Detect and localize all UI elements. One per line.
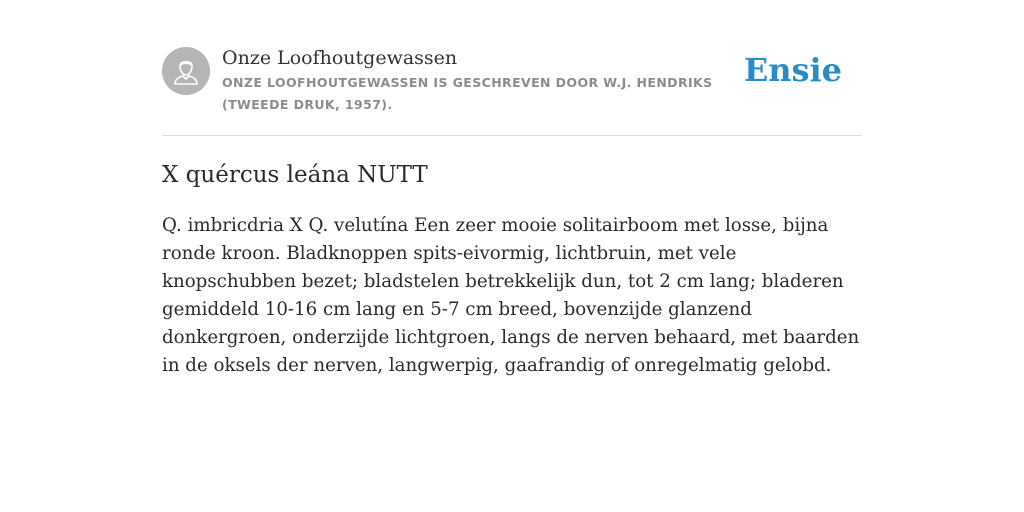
source-description: ONZE LOOFHOUTGEWASSEN IS GESCHREVEN DOOR W.J. HENDRIKS (TWEEDE DRUK, 1957). <box>222 75 713 112</box>
entry-body: Q. imbricdria X Q. velutína Een zeer mooie solitairboom met losse, bijna ronde kroon. Bladknoppen spits-eivormig, lichtbruin, met vele knopschubben bezet; bladstelen betrekkelijk dun, tot 2 cm lang; bladeren gemiddeld 10-16 cm lang en 5-7 cm breed, bovenzijde glanzend donkergroen, onderzijde lichtgroen, langs de nerven behaard, met baarden in de oksels der nerven, langwerpig, gaafrandig of onregelmatig gelobd. <box>162 215 860 376</box>
brand-logo[interactable]: Ensie <box>743 51 842 89</box>
entry-title: X quércus leána NUTT <box>162 162 428 188</box>
entry-card <box>162 0 862 376</box>
user-icon <box>162 47 210 95</box>
source-title[interactable]: Onze Loofhoutgewassen <box>222 47 458 69</box>
source-header <box>162 0 862 136</box>
